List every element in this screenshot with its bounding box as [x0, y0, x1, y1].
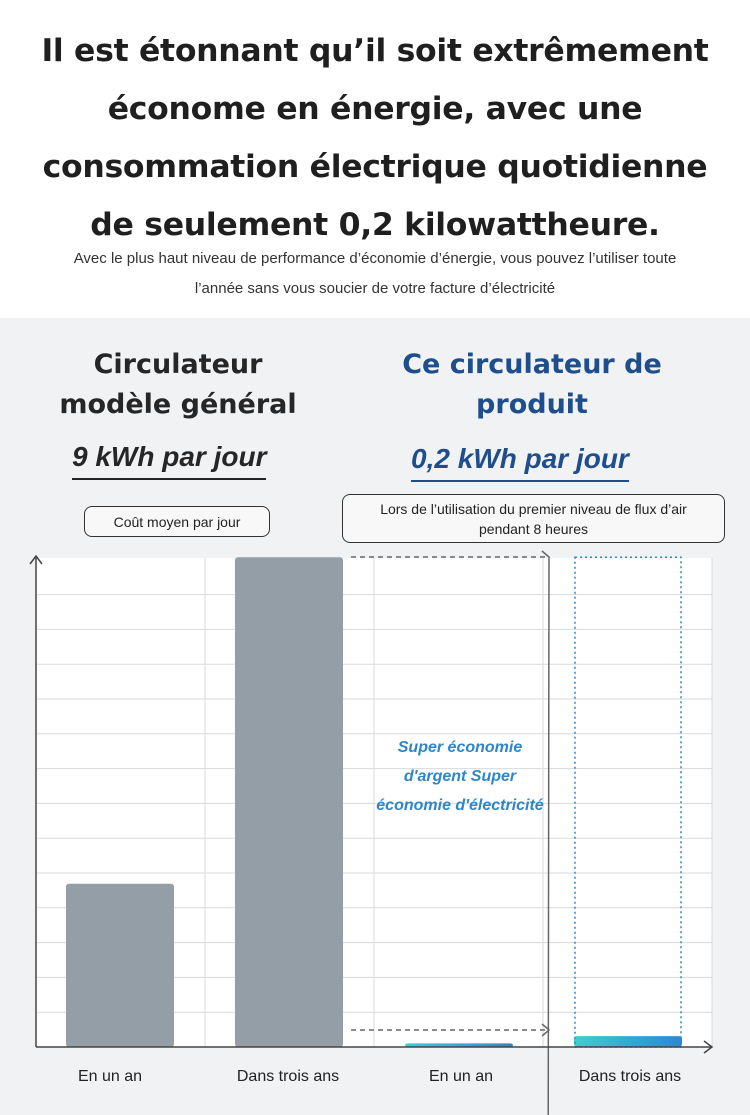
savings-callout-line: économie d'électricité	[376, 797, 544, 814]
general-model-bar	[66, 884, 174, 1047]
subtitle-line: l’année sans vous soucier de votre facture d’électricité	[194, 280, 556, 297]
headline-line: économe en énergie, avec une	[107, 91, 643, 127]
headline-line: de seulement 0,2 kilowattheure.	[90, 207, 660, 243]
savings-callout	[345, 733, 575, 820]
product-bar	[574, 1036, 682, 1047]
product-note-line: pendant 8 heures	[479, 521, 588, 537]
x-tick-label: Dans trois ans	[578, 1068, 682, 1085]
x-tick-label: Dans trois ans	[236, 1068, 340, 1085]
savings-callout-line: Super économie	[397, 739, 523, 756]
x-tick-label: En un an	[77, 1068, 143, 1085]
general-model-title-line: modèle général	[59, 389, 297, 420]
headline-line: Il est étonnant qu’il soit extrêmement	[41, 33, 709, 69]
x-tick-label: En un an	[428, 1068, 494, 1085]
general-model-kwh: 9 kWh par jour	[72, 440, 266, 480]
headline-line: consommation électrique quotidienne	[42, 149, 708, 185]
general-model-note: Coût moyen par jour	[84, 506, 270, 537]
product-title-line: Ce circulateur de	[402, 349, 662, 380]
subtitle-line: Avec le plus haut niveau de performance d’économie d’énergie, vous pouvez l’utiliser toute	[73, 250, 677, 267]
product-title-line: produit	[476, 389, 588, 420]
general-model-title-line: Circulateur	[93, 349, 263, 380]
savings-callout-line: d'argent Super	[403, 768, 517, 785]
product-kwh: 0,2 kWh par jour	[411, 442, 629, 482]
general-model-bar	[235, 557, 343, 1047]
product-note-line: Lors de l’utilisation du premier niveau de flux d’air	[380, 501, 687, 517]
